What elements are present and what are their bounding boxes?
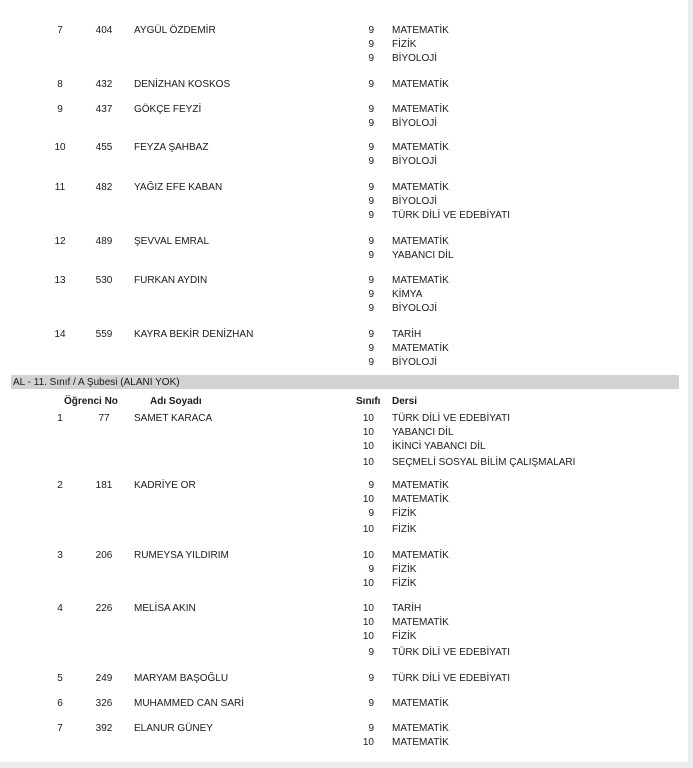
student-number: 326 xyxy=(95,698,113,709)
student-number: 77 xyxy=(98,413,110,424)
course-grade: 9 xyxy=(368,275,374,286)
student-number: 530 xyxy=(95,275,113,286)
course-name: FİZİK xyxy=(392,631,417,642)
student-name: MELİSA AKIN xyxy=(134,603,196,614)
student-name: DENİZHAN KOSKOS xyxy=(134,79,231,90)
course-grade: 9 xyxy=(368,79,374,90)
course-grade: 9 xyxy=(368,210,374,221)
course-name: MATEMATİK xyxy=(392,182,449,193)
course-name: SEÇMELİ SOSYAL BİLİM ÇALIŞMALARI xyxy=(392,457,576,468)
course-grade: 9 xyxy=(368,25,374,36)
course-name: MATEMATİK xyxy=(392,104,449,115)
course-grade: 9 xyxy=(368,673,374,684)
course-grade: 9 xyxy=(368,53,374,64)
row-index: 2 xyxy=(57,480,63,491)
student-number: 404 xyxy=(95,25,113,36)
row-index: 1 xyxy=(57,413,63,424)
row-index: 12 xyxy=(54,236,66,247)
student-name: RUMEYSA YILDIRIM xyxy=(134,550,229,561)
course-name: BİYOLOJİ xyxy=(392,303,438,314)
student-number: 489 xyxy=(95,236,113,247)
course-name: MATEMATİK xyxy=(392,698,449,709)
student-number: 559 xyxy=(95,329,113,340)
course-name: FİZİK xyxy=(392,564,417,575)
course-grade: 10 xyxy=(362,737,374,748)
course-grade: 10 xyxy=(362,413,374,424)
course-name: İKİNCİ YABANCI DİL xyxy=(392,441,486,452)
student-number: 392 xyxy=(95,723,113,734)
course-grade: 9 xyxy=(368,564,374,575)
course-grade: 10 xyxy=(362,441,374,452)
course-name: TÜRK DİLİ VE EDEBİYATI xyxy=(392,413,510,424)
course-name: TÜRK DİLİ VE EDEBİYATI xyxy=(392,673,510,684)
course-name: YABANCI DİL xyxy=(392,250,454,261)
course-name: BİYOLOJİ xyxy=(392,156,438,167)
section-title: AL - 11. Sınıf / A Şubesi (ALANI YOK) xyxy=(13,377,180,388)
row-index: 9 xyxy=(57,104,63,115)
course-grade: 9 xyxy=(368,142,374,153)
course-grade: 9 xyxy=(368,357,374,368)
course-grade: 9 xyxy=(368,196,374,207)
row-index: 7 xyxy=(57,25,63,36)
student-number: 482 xyxy=(95,182,113,193)
course-grade: 9 xyxy=(368,250,374,261)
row-index: 5 xyxy=(57,673,63,684)
course-grade: 9 xyxy=(368,39,374,50)
course-name: MATEMATİK xyxy=(392,494,449,505)
course-name: MATEMATİK xyxy=(392,275,449,286)
student-name: KADRİYE OR xyxy=(134,480,196,491)
course-name: TÜRK DİLİ VE EDEBİYATI xyxy=(392,647,510,658)
course-grade: 10 xyxy=(362,524,374,535)
course-grade: 9 xyxy=(368,303,374,314)
course-name: TARİH xyxy=(392,329,422,340)
course-name: MATEMATİK xyxy=(392,79,449,90)
student-name: AYGÜL ÖZDEMİR xyxy=(134,25,216,36)
student-number: 181 xyxy=(95,480,113,491)
student-number: 206 xyxy=(95,550,113,561)
course-name: MATEMATİK xyxy=(392,25,449,36)
course-name: MATEMATİK xyxy=(392,550,449,561)
course-grade: 9 xyxy=(368,118,374,129)
course-grade: 9 xyxy=(368,647,374,658)
course-grade: 9 xyxy=(368,104,374,115)
student-number: 437 xyxy=(95,104,113,115)
student-name: SAMET KARACA xyxy=(134,413,213,424)
student-name: GÖKÇE FEYZİ xyxy=(134,104,202,115)
student-name: ŞEVVAL EMRAL xyxy=(134,236,210,247)
course-name: YABANCI DİL xyxy=(392,427,454,438)
student-name: FEYZA ŞAHBAZ xyxy=(134,142,209,153)
row-index: 4 xyxy=(57,603,63,614)
column-header-name: Adı Soyadı xyxy=(150,396,202,407)
row-index: 6 xyxy=(57,698,63,709)
course-grade: 10 xyxy=(362,617,374,628)
student-number: 432 xyxy=(95,79,113,90)
course-name: MATEMATİK xyxy=(392,343,449,354)
course-grade: 10 xyxy=(362,494,374,505)
row-index: 11 xyxy=(54,182,66,193)
student-number: 226 xyxy=(95,603,113,614)
course-name: MATEMATİK xyxy=(392,617,449,628)
course-grade: 10 xyxy=(362,427,374,438)
student-name: MUHAMMED CAN SARİ xyxy=(134,698,245,709)
row-index: 10 xyxy=(54,142,66,153)
course-grade: 9 xyxy=(368,329,374,340)
row-index: 7 xyxy=(57,723,63,734)
course-grade: 9 xyxy=(368,236,374,247)
course-name: MATEMATİK xyxy=(392,142,449,153)
course-name: BİYOLOJİ xyxy=(392,196,438,207)
course-grade: 9 xyxy=(368,508,374,519)
course-grade: 9 xyxy=(368,723,374,734)
course-name: MATEMATİK xyxy=(392,737,449,748)
course-name: TÜRK DİLİ VE EDEBİYATI xyxy=(392,210,510,221)
column-header-course: Dersi xyxy=(392,396,418,407)
row-index: 13 xyxy=(54,275,66,286)
course-grade: 10 xyxy=(362,631,374,642)
course-name: MATEMATİK xyxy=(392,236,449,247)
course-grade: 9 xyxy=(368,698,374,709)
student-name: MARYAM BAŞOĞLU xyxy=(134,673,229,684)
student-name: ELANUR GÜNEY xyxy=(134,723,213,734)
course-grade: 10 xyxy=(362,603,374,614)
row-index: 3 xyxy=(57,550,63,561)
course-grade: 9 xyxy=(368,480,374,491)
student-number: 455 xyxy=(95,142,113,153)
course-name: KİMYA xyxy=(392,289,423,300)
column-header-student-no: Öğrenci No xyxy=(64,396,118,407)
course-name: BİYOLOJİ xyxy=(392,357,438,368)
column-header-grade: Sınıfı xyxy=(356,396,381,407)
course-name: MATEMATİK xyxy=(392,723,449,734)
student-number: 249 xyxy=(95,673,113,684)
course-grade: 9 xyxy=(368,289,374,300)
course-name: FİZİK xyxy=(392,508,417,519)
student-name: FURKAN AYDIN xyxy=(134,275,208,286)
row-index: 8 xyxy=(57,79,63,90)
course-name: MATEMATİK xyxy=(392,480,449,491)
course-name: FİZİK xyxy=(392,524,417,535)
course-name: BİYOLOJİ xyxy=(392,53,438,64)
course-name: TARİH xyxy=(392,603,422,614)
student-name: YAĞIZ EFE KABAN xyxy=(134,182,223,193)
course-grade: 10 xyxy=(362,578,374,589)
course-name: FİZİK xyxy=(392,578,417,589)
course-grade: 10 xyxy=(362,457,374,468)
student-name: KAYRA BEKİR DENİZHAN xyxy=(134,329,254,340)
course-name: BİYOLOJİ xyxy=(392,118,438,129)
course-grade: 9 xyxy=(368,156,374,167)
section-header-bar xyxy=(11,375,679,389)
course-grade: 9 xyxy=(368,182,374,193)
row-index: 14 xyxy=(54,329,66,340)
course-grade: 9 xyxy=(368,343,374,354)
course-grade: 10 xyxy=(362,550,374,561)
course-name: FİZİK xyxy=(392,39,417,50)
